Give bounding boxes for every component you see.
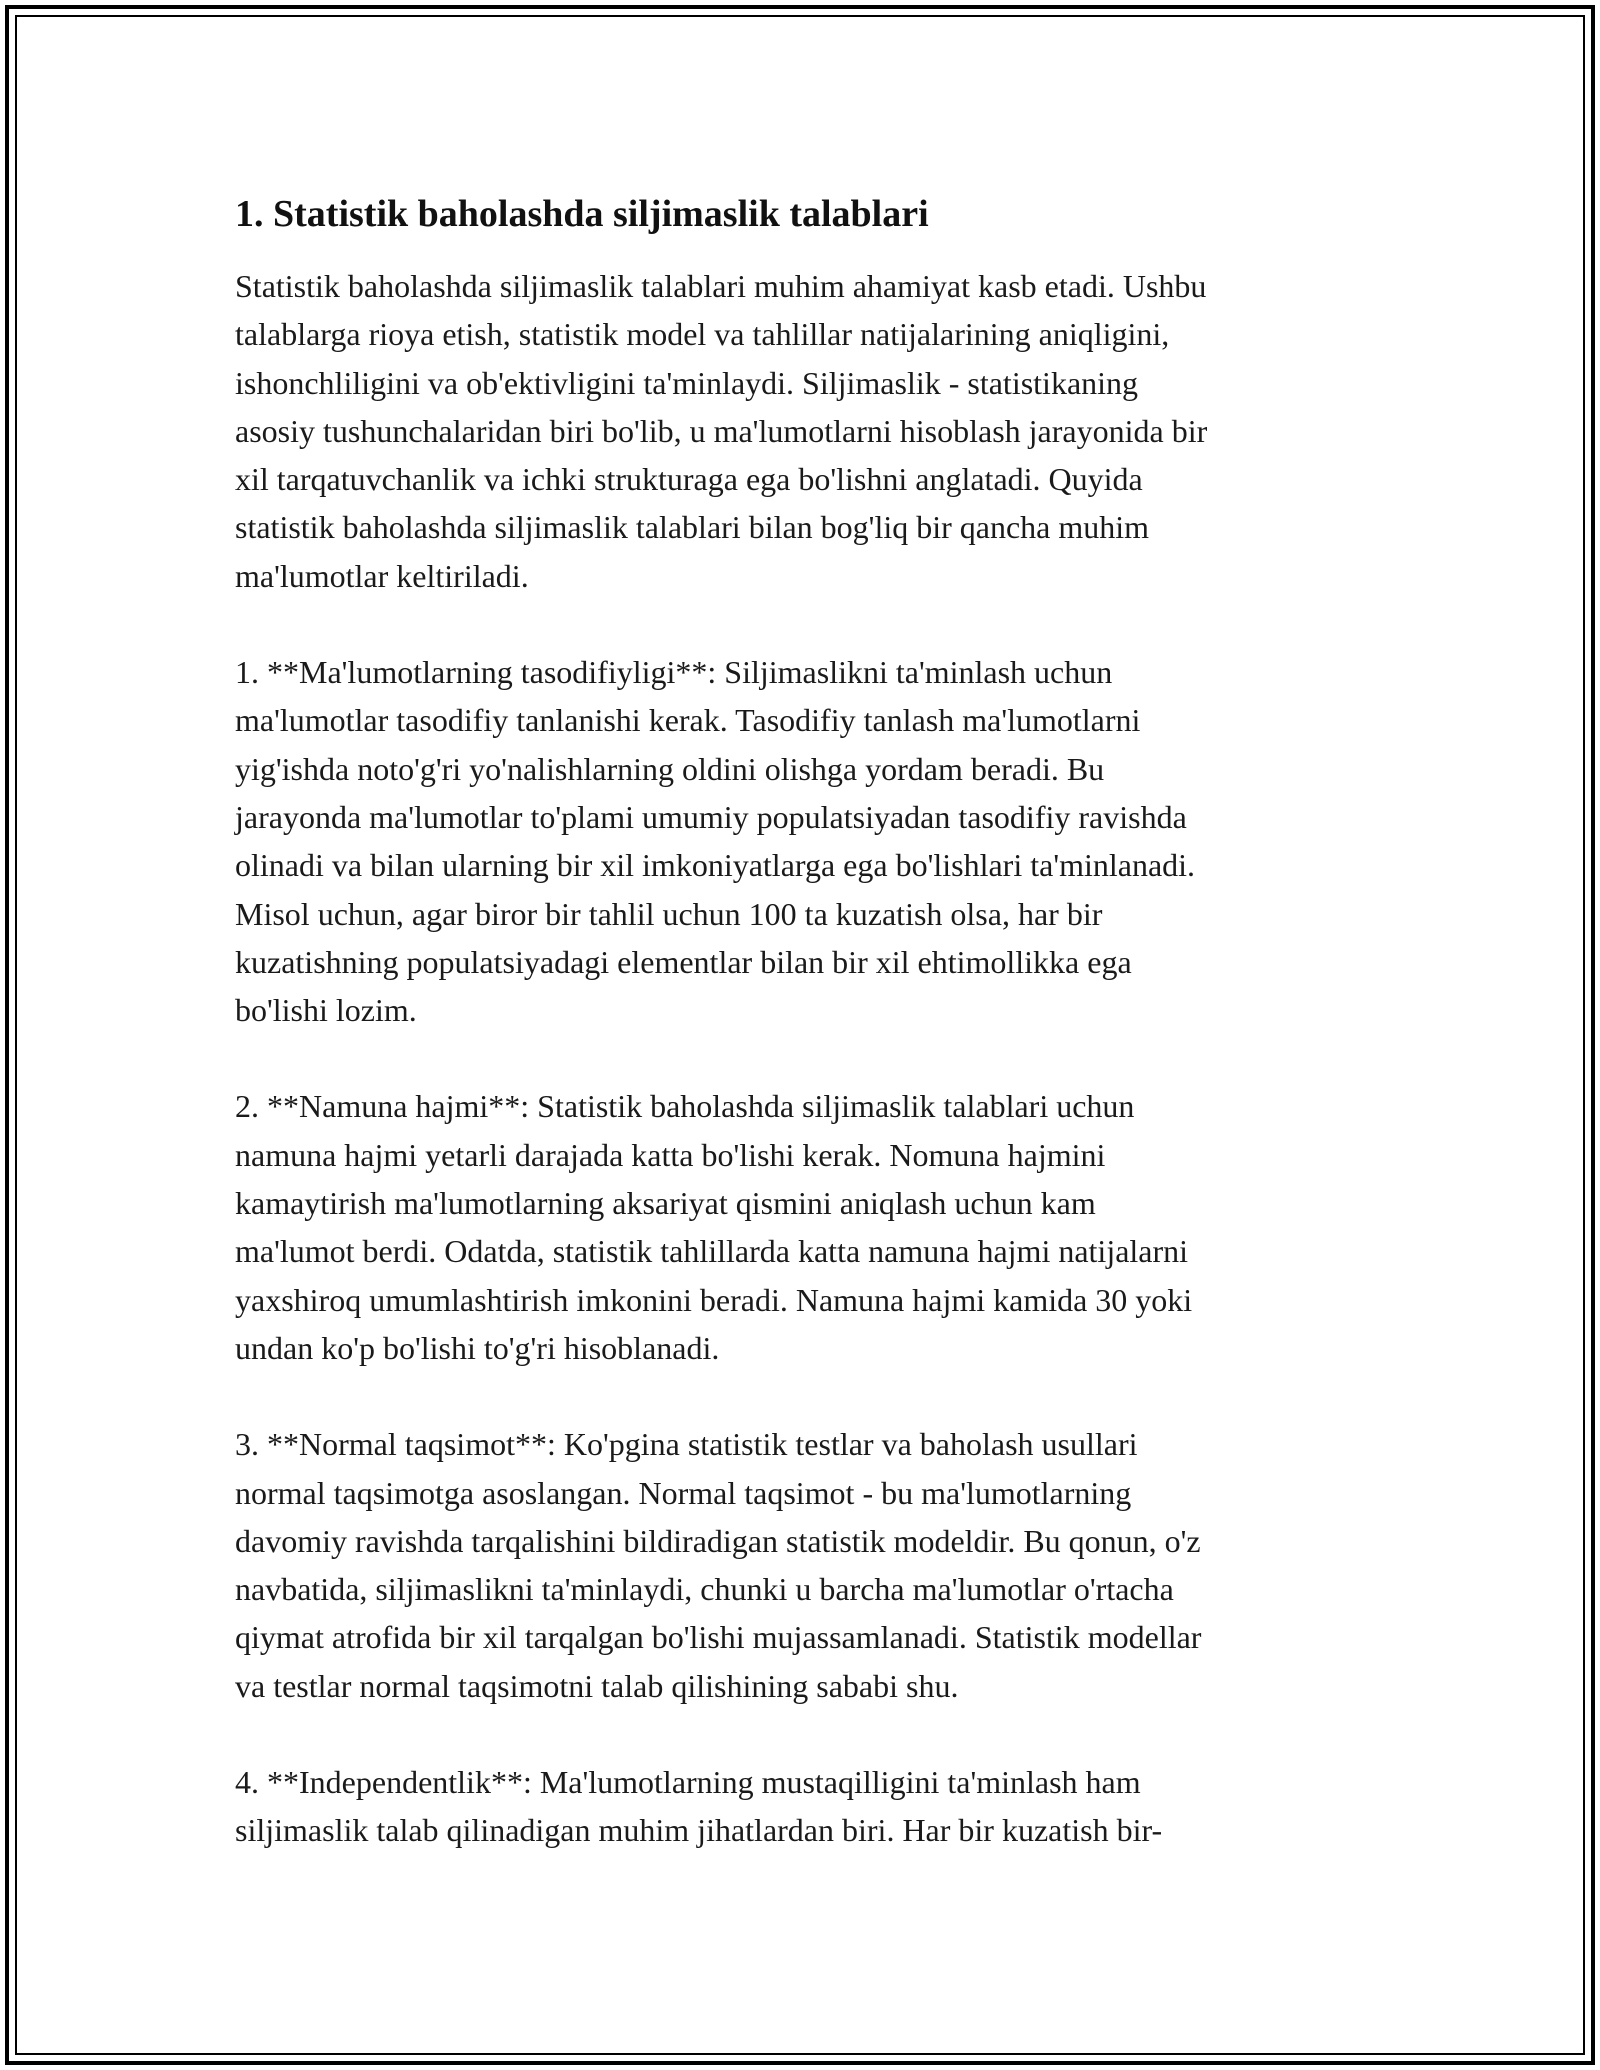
section-heading: 1. Statistik baholashda siljimaslik talablari [235,193,929,235]
document-body [235,190,1355,1903]
paragraph-normal-distribution: 3. **Normal taqsimot**: Ko'pgina statistik testlar va baholash usullari normal taqsimotga asoslangan. Normal taqsimot - bu ma'lumotlarning davomiy ravishda tarqalishini bildiradigan statistik modeldir. Bu qonun, o'z navbatida, siljimaslikni ta'minlaydi, chunki u barcha ma'lumotlar o'rtacha qiymat atrofida bir xil tarqalgan bo'lishi mujassamlanadi. Statistik modellar va testlar normal taqsimotni talab qilishining sababi shu. [235,1426,1202,1704]
intro-paragraph: Statistik baholashda siljimaslik talablari muhim ahamiyat kasb etadi. Ushbu talablarga rioya etish, statistik model va tahlillar natijalarining aniqligini, ishonchliligini va ob'ektivligini ta'minlaydi. Siljimaslik - statistikaning asosiy tushunchalaridan biri bo'lib, u ma'lumotlarni hisoblash jarayonida bir xil tarqatuvchanlik va ichki strukturaga ega bo'lishni anglatadi. Quyida statistik baholashda siljimaslik talablari bilan bog'liq bir qancha muhim ma'lumotlar keltiriladi. [235,268,1208,594]
paragraph-independence: 4. **Independentlik**: Ma'lumotlarning mustaqilligini ta'minlash ham siljimaslik talab qilinadigan muhim jihatlardan biri. Har bir kuzatish bir- [235,1764,1163,1849]
paragraph-sample-size: 2. **Namuna hajmi**: Statistik baholashda siljimaslik talablari uchun namuna hajmi yetarli darajada katta bo'lishi kerak. Nomuna hajmini kamaytirish ma'lumotlarning aksariyat qismini aniqlash uchun kam ma'lumot berdi. Odatda, statistik tahlillarda katta namuna hajmi natijalarni yaxshiroq umumlashtirish imkonini beradi. Namuna hajmi kamida 30 yoki undan ko'p bo'lishi to'g'ri hisoblanadi. [235,1088,1193,1366]
paragraph-randomness: 1. **Ma'lumotlarning tasodifiyligi**: Siljimaslikni ta'minlash uchun ma'lumotlar tasodifiy tanlanishi kerak. Tasodifiy tanlash ma'lumotlarni yig'ishda noto'g'ri yo'nalishlarning oldini olishga yordam beradi. Bu jarayonda ma'lumotlar to'plami umumiy populatsiyadan tasodifiy ravishda olinadi va bilan ularning bir xil imkoniyatlarga ega bo'lishlari ta'minlanadi. Misol uchun, agar biror bir tahlil uchun 100 ta kuzatish olsa, har bir kuzatishning populatsiyadagi elementlar bilan bir xil ehtimollikka ega bo'lishi lozim. [235,654,1196,1029]
